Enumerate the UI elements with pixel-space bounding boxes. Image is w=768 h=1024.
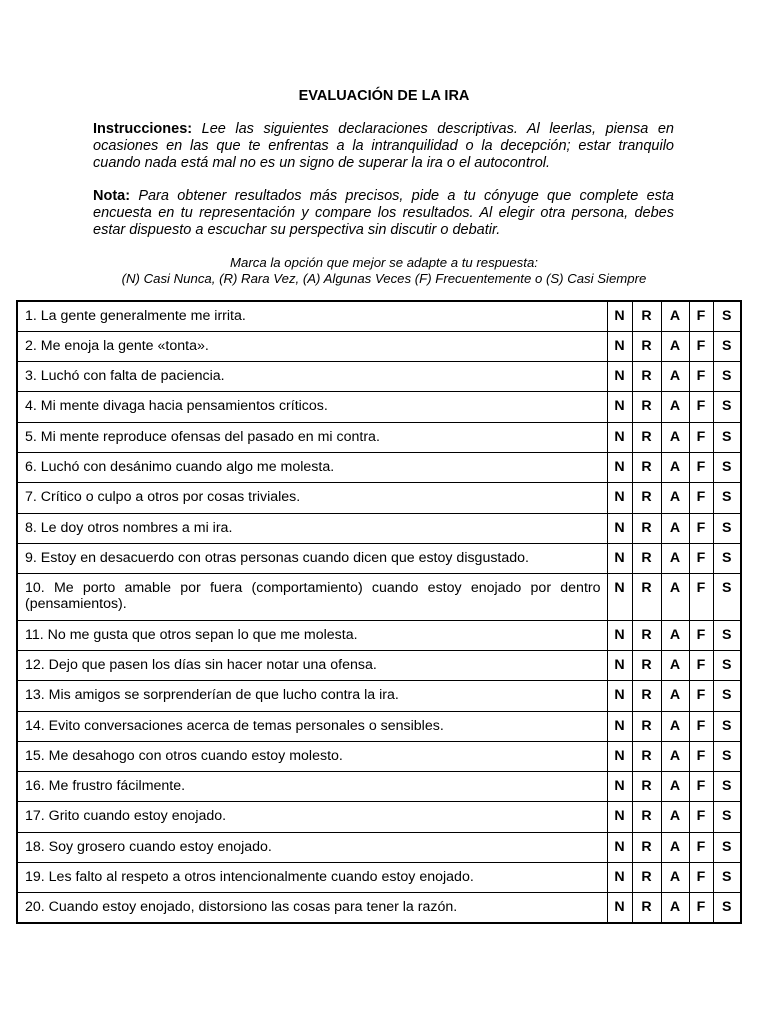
option-a[interactable]: A	[661, 650, 689, 680]
survey-row	[17, 574, 741, 621]
option-a[interactable]: A	[661, 362, 689, 392]
option-s[interactable]: S	[713, 331, 741, 361]
option-a[interactable]: A	[661, 772, 689, 802]
option-r[interactable]: R	[632, 452, 661, 482]
note-paragraph	[93, 188, 674, 238]
survey-row	[17, 422, 741, 452]
statement-text: 12. Dejo que pasen los días sin hacer notar una ofensa.	[25, 656, 377, 673]
statement-cell	[17, 574, 607, 621]
option-f[interactable]: F	[689, 711, 713, 741]
option-f[interactable]: F	[689, 620, 713, 650]
option-s[interactable]: S	[713, 452, 741, 482]
option-s[interactable]: S	[713, 650, 741, 680]
instructions-label: Instrucciones:	[93, 121, 193, 137]
option-r[interactable]: R	[632, 863, 661, 893]
option-s[interactable]: S	[713, 893, 741, 923]
statement-cell	[17, 422, 607, 452]
option-n[interactable]: N	[607, 574, 632, 621]
option-s[interactable]: S	[713, 832, 741, 862]
survey-row	[17, 392, 741, 422]
survey-body	[17, 301, 741, 923]
survey-row	[17, 711, 741, 741]
option-r[interactable]: R	[632, 543, 661, 573]
statement-text: 18. Soy grosero cuando estoy enojado.	[25, 838, 272, 855]
option-n[interactable]: N	[607, 893, 632, 923]
statement-cell	[17, 452, 607, 482]
option-n[interactable]: N	[607, 711, 632, 741]
option-s[interactable]: S	[713, 741, 741, 771]
survey-row	[17, 802, 741, 832]
option-s[interactable]: S	[713, 863, 741, 893]
option-a[interactable]: A	[661, 301, 689, 331]
option-s[interactable]: S	[713, 422, 741, 452]
option-r[interactable]: R	[632, 513, 661, 543]
survey-row	[17, 620, 741, 650]
option-a[interactable]: A	[661, 543, 689, 573]
survey-row	[17, 772, 741, 802]
survey-row	[17, 893, 741, 923]
option-a[interactable]: A	[661, 832, 689, 862]
note-label: Nota:	[93, 188, 131, 204]
statement-text: 10. Me porto amable por fuera (comportamiento) cuando estoy enojado por dentro (pensamientos).	[25, 580, 601, 613]
option-f[interactable]: F	[689, 422, 713, 452]
option-a[interactable]: A	[661, 513, 689, 543]
instructions-text: Lee las siguientes declaraciones descriptivas. Al leerlas, piensa en ocasiones en las que te enfrentas a la intranquilidad o la decepción; estar tranquilo cuando nada está mal no es un signo de superar la ira o el autocontrol.	[93, 121, 674, 171]
option-n[interactable]: N	[607, 362, 632, 392]
option-n[interactable]: N	[607, 832, 632, 862]
survey-table	[16, 300, 742, 924]
option-r[interactable]: R	[632, 362, 661, 392]
option-f[interactable]: F	[689, 772, 713, 802]
option-s[interactable]: S	[713, 620, 741, 650]
statement-cell	[17, 331, 607, 361]
survey-row	[17, 681, 741, 711]
option-n[interactable]: N	[607, 392, 632, 422]
statement-cell	[17, 543, 607, 573]
option-r[interactable]: R	[632, 681, 661, 711]
option-a[interactable]: A	[661, 802, 689, 832]
statement-cell	[17, 832, 607, 862]
option-s[interactable]: S	[713, 362, 741, 392]
option-f[interactable]: F	[689, 483, 713, 513]
option-s[interactable]: S	[713, 513, 741, 543]
option-r[interactable]: R	[632, 301, 661, 331]
statement-text: 9. Estoy en desacuerdo con otras personas cuando dicen que estoy disgustado.	[25, 549, 529, 566]
option-a[interactable]: A	[661, 392, 689, 422]
option-s[interactable]: S	[713, 392, 741, 422]
statement-cell	[17, 681, 607, 711]
option-n[interactable]: N	[607, 422, 632, 452]
option-s[interactable]: S	[713, 543, 741, 573]
statement-text: 14. Evito conversaciones acerca de temas personales o sensibles.	[25, 717, 444, 734]
option-a[interactable]: A	[661, 331, 689, 361]
option-s[interactable]: S	[713, 802, 741, 832]
statement-text: 2. Me enoja la gente «tonta».	[25, 337, 209, 354]
option-n[interactable]: N	[607, 513, 632, 543]
option-n[interactable]: N	[607, 301, 632, 331]
option-n[interactable]: N	[607, 543, 632, 573]
option-n[interactable]: N	[607, 483, 632, 513]
survey-row	[17, 741, 741, 771]
option-f[interactable]: F	[689, 681, 713, 711]
survey-row	[17, 452, 741, 482]
option-f[interactable]: F	[689, 650, 713, 680]
statement-cell	[17, 620, 607, 650]
option-n[interactable]: N	[607, 620, 632, 650]
survey-row	[17, 832, 741, 862]
note-text: Para obtener resultados más precisos, pide a tu cónyuge que complete esta encuesta en tu representación y compare los resultados. Al elegir otra persona, debes estar dispuesto a escuchar su perspectiva sin discutir o debatir.	[93, 188, 674, 238]
option-f[interactable]: F	[689, 301, 713, 331]
option-f[interactable]: F	[689, 741, 713, 771]
statement-text: 6. Luchó con desánimo cuando algo me molesta.	[25, 458, 335, 475]
option-f[interactable]: F	[689, 863, 713, 893]
statement-text: 11. No me gusta que otros sepan lo que me molesta.	[25, 626, 358, 643]
option-a[interactable]: A	[661, 893, 689, 923]
option-f[interactable]: F	[689, 513, 713, 543]
option-f[interactable]: F	[689, 802, 713, 832]
statement-cell	[17, 362, 607, 392]
statement-text: 4. Mi mente divaga hacia pensamientos críticos.	[25, 398, 328, 415]
option-s[interactable]: S	[713, 681, 741, 711]
option-n[interactable]: N	[607, 331, 632, 361]
survey-row	[17, 650, 741, 680]
option-r[interactable]: R	[632, 772, 661, 802]
statement-text: 5. Mi mente reproduce ofensas del pasado en mi contra.	[25, 428, 380, 445]
option-s[interactable]: S	[713, 301, 741, 331]
option-a[interactable]: A	[661, 574, 689, 621]
option-r[interactable]: R	[632, 392, 661, 422]
option-n[interactable]: N	[607, 650, 632, 680]
option-a[interactable]: A	[661, 483, 689, 513]
statement-cell	[17, 650, 607, 680]
statement-text: 1. La gente generalmente me irrita.	[25, 308, 246, 324]
survey-row	[17, 301, 741, 331]
option-n[interactable]: N	[607, 681, 632, 711]
option-r[interactable]: R	[632, 832, 661, 862]
option-n[interactable]: N	[607, 452, 632, 482]
option-r[interactable]: R	[632, 620, 661, 650]
option-n[interactable]: N	[607, 863, 632, 893]
option-a[interactable]: A	[661, 422, 689, 452]
option-r[interactable]: R	[632, 741, 661, 771]
survey-row	[17, 362, 741, 392]
option-r[interactable]: R	[632, 483, 661, 513]
statement-cell	[17, 802, 607, 832]
option-a[interactable]: A	[661, 863, 689, 893]
option-f[interactable]: F	[689, 543, 713, 573]
option-f[interactable]: F	[689, 832, 713, 862]
survey-row	[17, 543, 741, 573]
option-r[interactable]: R	[632, 893, 661, 923]
option-a[interactable]: A	[661, 620, 689, 650]
option-n[interactable]: N	[607, 741, 632, 771]
option-s[interactable]: S	[713, 711, 741, 741]
page-title: EVALUACIÓN DE LA IRA	[298, 88, 470, 104]
option-f[interactable]: F	[689, 893, 713, 923]
statement-cell	[17, 772, 607, 802]
survey-row	[17, 863, 741, 893]
statement-cell	[17, 513, 607, 543]
legend-line-1: Marca la opción que mejor se adapte a tu respuesta:	[230, 255, 538, 270]
statement-text: 19. Les falto al respeto a otros intencionalmente cuando estoy enojado.	[25, 869, 474, 886]
survey-row	[17, 483, 741, 513]
option-n[interactable]: N	[607, 772, 632, 802]
statement-cell	[17, 893, 607, 923]
option-f[interactable]: F	[689, 452, 713, 482]
option-f[interactable]: F	[689, 331, 713, 361]
option-s[interactable]: S	[713, 574, 741, 621]
option-a[interactable]: A	[661, 452, 689, 482]
option-a[interactable]: A	[661, 681, 689, 711]
legend-line-2: (N) Casi Nunca, (R) Rara Vez, (A) Algunas Veces (F) Frecuentemente o (S) Casi Siempre	[121, 271, 647, 286]
survey-row	[17, 513, 741, 543]
option-s[interactable]: S	[713, 772, 741, 802]
statement-text: 8. Le doy otros nombres a mi ira.	[25, 519, 233, 536]
option-r[interactable]: R	[632, 802, 661, 832]
statement-text: 3. Luchó con falta de paciencia.	[25, 368, 225, 385]
statement-cell	[17, 483, 607, 513]
option-a[interactable]: A	[661, 741, 689, 771]
option-r[interactable]: R	[632, 650, 661, 680]
statement-cell	[17, 863, 607, 893]
option-r[interactable]: R	[632, 574, 661, 621]
option-f[interactable]: F	[689, 392, 713, 422]
statement-text: 20. Cuando estoy enojado, distorsiono las cosas para tener la razón.	[25, 899, 458, 916]
option-r[interactable]: R	[632, 711, 661, 741]
statement-cell	[17, 711, 607, 741]
statement-text: 7. Crítico o culpo a otros por cosas triviales.	[25, 489, 301, 506]
option-r[interactable]: R	[632, 331, 661, 361]
statement-text: 15. Me desahogo con otros cuando estoy molesto.	[25, 747, 343, 764]
option-s[interactable]: S	[713, 483, 741, 513]
statement-cell	[17, 392, 607, 422]
statement-cell	[17, 741, 607, 771]
option-f[interactable]: F	[689, 362, 713, 392]
statement-text: 16. Me frustro fácilmente.	[25, 778, 186, 795]
option-a[interactable]: A	[661, 711, 689, 741]
option-f[interactable]: F	[689, 574, 713, 621]
instructions-paragraph	[93, 121, 674, 171]
option-r[interactable]: R	[632, 422, 661, 452]
option-n[interactable]: N	[607, 802, 632, 832]
survey-row	[17, 331, 741, 361]
statement-cell	[17, 301, 607, 331]
statement-text: 17. Grito cuando estoy enojado.	[25, 808, 227, 825]
statement-text: 13. Mis amigos se sorprenderían de que lucho contra la ira.	[25, 687, 399, 704]
